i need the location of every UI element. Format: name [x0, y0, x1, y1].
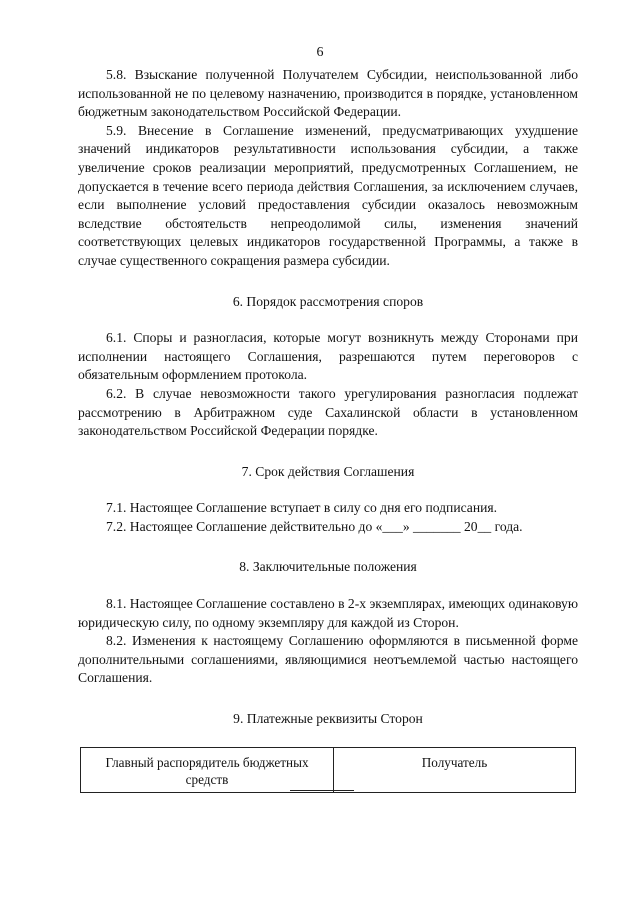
document-body — [78, 66, 578, 793]
page-number: 6 — [316, 45, 324, 60]
paragraph-7-2: 7.2. Настоящее Соглашение действительно до «___» _______ 20__ года. — [106, 518, 523, 534]
paragraph-6-2: 6.2. В случае невозможности такого урегулирования разногласия подлежат рассмотрению в Арбитражном суде Сахалинской области в установленном законодательством Российской Федерации порядке. — [78, 385, 578, 439]
footer-divider — [290, 790, 354, 791]
section-6-title: 6. Порядок рассмотрения споров — [232, 293, 424, 309]
paragraph-6-1: 6.1. Споры и разногласия, которые могут возникнуть между Сторонами при исполнении настоящего Соглашения, разрешаются путем переговоров с обязательным оформлением протокола. — [78, 330, 578, 383]
paragraph-5-9: 5.9. Внесение в Соглашение изменений, предусматривающих ухудшение значений индикаторов результативности использования субсидии, а также увеличение сроков реализации мероприятий, предусмотренных Соглашением, не допускается в течение всего периода действия Соглашения, за исключением случаев, если выполнение условий предоставления субсидии оказалось невозможным вследствие обстоятельств непреодолимой силы, изменения значений соответствующих целевых индикаторов государственной Программы, а также в случае существенного сокращения размера субсидии. — [78, 122, 578, 268]
paragraph-8-1: 8.1. Настоящее Соглашение составлено в 2-х экземплярах, имеющих одинаковую юридическую силу, по одному экземпляру для каждой из Сторон. — [78, 596, 578, 630]
paragraph-8-2: 8.2. Изменения к настоящему Соглашению оформляются в письменной форме дополнительными соглашениями, являющимися неотъемлемой частью настоящего Соглашения. — [78, 633, 578, 686]
paragraph-5-8: 5.8. Взыскание полученной Получателем Субсидии, неиспользованной либо использованной не по целевому назначению, производится в порядке, установленном бюджетным законодательством Российской Федерации. — [78, 67, 578, 120]
section-9-title: 9. Платежные реквизиты Сторон — [233, 711, 423, 727]
table-header-budget-manager: Главный распорядитель бюджетных средств — [81, 747, 334, 792]
table-header-recipient: Получатель — [334, 747, 576, 792]
section-7-title: 7. Срок действия Соглашения — [241, 463, 415, 479]
paragraph-7-1: 7.1. Настоящее Соглашение вступает в силу со дня его подписания. — [106, 500, 498, 516]
payment-details-table — [80, 747, 576, 793]
section-8-title: 8. Заключительные положения — [239, 559, 417, 575]
